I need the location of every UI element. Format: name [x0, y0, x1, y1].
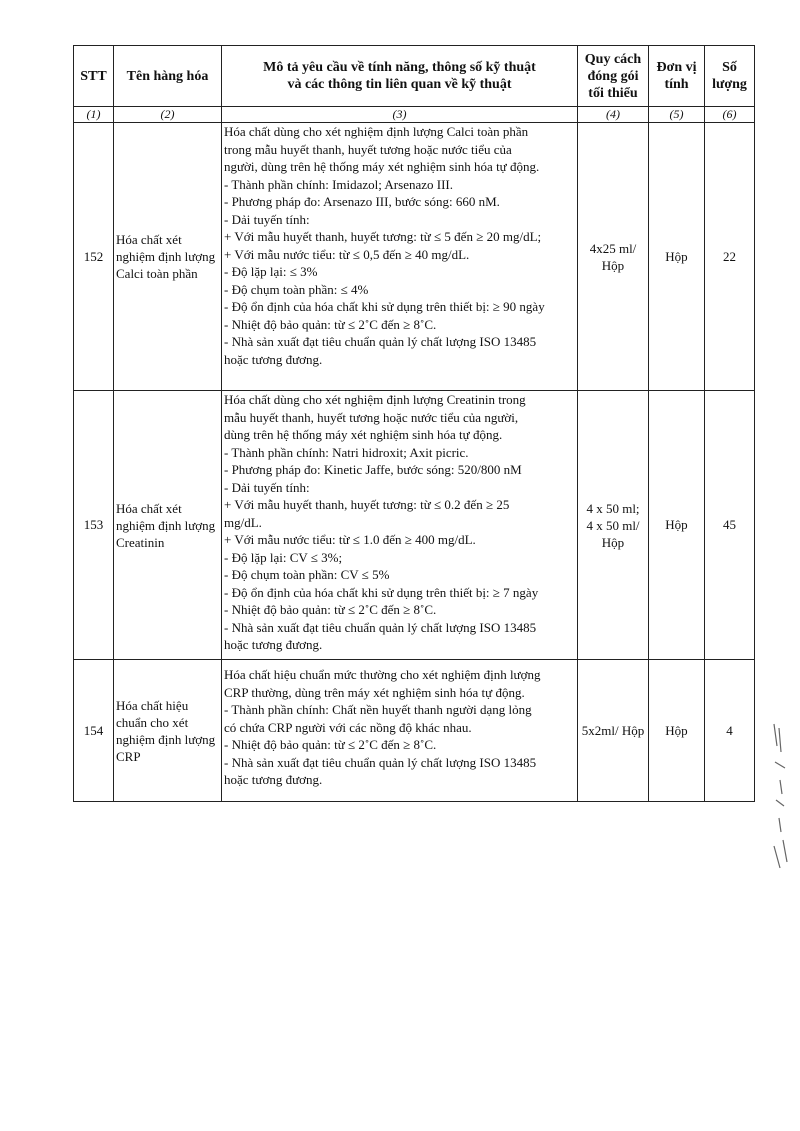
column-number: (1) — [74, 107, 114, 123]
row-description — [222, 123, 578, 391]
desc-line: - Nhà sản xuất đạt tiêu chuẩn quản lý chất lượng ISO 13485 — [224, 754, 537, 770]
desc-line: - Nhà sản xuất đạt tiêu chuẩn quản lý chất lượng ISO 13485 — [224, 334, 537, 349]
table-row — [74, 660, 755, 802]
desc-line: - Thành phần chính: Natri hidroxit; Axit picric. — [224, 444, 469, 460]
desc-line: - Độ ổn định của hóa chất khi sử dụng trên thiết bị: ≥ 90 ngày — [224, 299, 545, 314]
desc-line: - Nhà sản xuất đạt tiêu chuẩn quản lý chất lượng ISO 13485 — [224, 619, 537, 635]
row-name: Hóa chất xét nghiệm định lượng Calci toàn phần — [114, 123, 222, 391]
desc-line: người, dùng trên hệ thống máy xét nghiệm sinh hóa tự động. — [224, 159, 540, 174]
column-number: (2) — [114, 107, 222, 123]
row-stt: 152 — [74, 123, 114, 391]
spec-table — [73, 45, 755, 802]
row-pack — [578, 660, 649, 802]
desc-line: hoặc tương đương. — [224, 772, 323, 787]
desc-line: dùng trên hệ thống máy xét nghiệm sinh hóa tự động. — [224, 427, 503, 442]
column-number: (5) — [649, 107, 705, 123]
desc-line: - Phương pháp đo: Kinetic Jaffe, bước sóng: 520/800 nM — [224, 462, 522, 477]
desc-line: - Nhiệt độ bảo quản: từ ≤ 2˚C đến ≥ 8˚C. — [224, 602, 437, 617]
desc-line: - Phương pháp đo: Arsenazo III, bước sóng: 660 nM. — [224, 194, 500, 209]
row-quantity: 4 — [705, 660, 755, 802]
header-pack-line: đóng gói — [587, 68, 639, 84]
row-name: Hóa chất xét nghiệm định lượng Creatinin — [114, 391, 222, 660]
column-number: (4) — [578, 107, 649, 123]
desc-line: mg/dL. — [224, 514, 262, 530]
header-qty-line: lượng — [712, 77, 747, 92]
header-name: Tên hàng hóa — [114, 46, 222, 107]
header-qty-line: Số — [722, 60, 737, 75]
header-pack-line: Quy cách — [584, 51, 642, 67]
table-row — [74, 391, 755, 660]
row-quantity: 45 — [705, 391, 755, 660]
desc-line: + Với mẫu nước tiểu: từ ≤ 1.0 đến ≥ 400 mg/dL. — [224, 532, 476, 547]
row-stt: 154 — [74, 660, 114, 802]
row-description — [222, 660, 578, 802]
desc-line: - Dải tuyến tính: — [224, 211, 310, 227]
desc-line: - Nhiệt độ bảo quản: từ ≤ 2˚C đến ≥ 8˚C. — [224, 316, 437, 332]
desc-line: trong mẫu huyết thanh, huyết tương hoặc nước tiểu của — [224, 141, 512, 157]
desc-line: - Thành phần chính: Imidazol; Arsenazo III. — [224, 176, 453, 192]
pack-line: Hộp — [601, 257, 625, 273]
desc-line: + Với mẫu huyết thanh, huyết tương: từ ≤ 0.2 đến ≥ 25 — [224, 497, 510, 512]
desc-line: + Với mẫu nước tiểu: từ ≤ 0,5 đến ≥ 40 mg/dL. — [224, 246, 470, 262]
row-unit: Hộp — [649, 391, 705, 660]
header-desc — [222, 46, 578, 107]
desc-line: Hóa chất hiệu chuẩn mức thường cho xét nghiệm định lượng — [224, 667, 541, 682]
pack-line: Hộp — [601, 534, 625, 550]
margin-stamp-mark — [770, 722, 794, 872]
row-pack — [578, 123, 649, 391]
header-unit-line: tính — [664, 77, 689, 92]
header-desc-line: Mô tả yêu cầu về tính năng, thông số kỹ thuật — [263, 60, 536, 75]
header-unit — [649, 46, 705, 107]
desc-line: - Thành phần chính: Chất nền huyết thanh người dạng lỏng — [224, 702, 532, 717]
table-row — [74, 123, 755, 391]
header-stt: STT — [74, 46, 114, 107]
column-number: (3) — [222, 107, 578, 123]
desc-line: Hóa chất dùng cho xét nghiệm định lượng Creatinin trong — [224, 392, 526, 407]
desc-line: Hóa chất dùng cho xét nghiệm định lượng Calci toàn phần — [224, 124, 529, 139]
header-desc-line: và các thông tin liên quan về kỹ thuật — [287, 77, 512, 92]
desc-line: mẫu huyết thanh, huyết tương hoặc nước tiểu của người, — [224, 409, 519, 425]
row-quantity: 22 — [705, 123, 755, 391]
desc-line: - Độ lặp lại: CV ≤ 3%; — [224, 549, 343, 565]
row-pack — [578, 391, 649, 660]
header-row — [74, 46, 755, 107]
row-name: Hóa chất hiệu chuẩn cho xét nghiệm định lượng CRP — [114, 660, 222, 802]
desc-line: có chứa CRP người với các nồng độ khác nhau. — [224, 719, 472, 735]
row-stt: 153 — [74, 391, 114, 660]
desc-line: - Độ chụm toàn phần: CV ≤ 5% — [224, 567, 390, 582]
desc-line: - Độ ổn định của hóa chất khi sử dụng trên thiết bị: ≥ 7 ngày — [224, 584, 539, 600]
desc-line: - Độ chụm toàn phần: ≤ 4% — [224, 281, 369, 297]
pack-line: 4 x 50 ml/ — [586, 517, 640, 533]
header-pack — [578, 46, 649, 107]
header-unit-line: Đơn vị — [656, 60, 697, 75]
desc-line: - Độ lặp lại: ≤ 3% — [224, 264, 318, 279]
desc-line: + Với mẫu huyết thanh, huyết tương: từ ≤ 5 đến ≥ 20 mg/dL; — [224, 229, 542, 244]
pack-line: 4x25 ml/ — [589, 240, 637, 256]
desc-line: hoặc tương đương. — [224, 351, 323, 367]
desc-line: - Dải tuyến tính: — [224, 479, 310, 495]
row-unit: Hộp — [649, 660, 705, 802]
pack-line: 4 x 50 ml; — [586, 500, 640, 516]
desc-line: - Nhiệt độ bảo quản: từ ≤ 2˚C đến ≥ 8˚C. — [224, 737, 437, 752]
row-unit: Hộp — [649, 123, 705, 391]
column-number-row — [74, 107, 755, 123]
desc-line: hoặc tương đương. — [224, 637, 323, 652]
desc-line: CRP thường, dùng trên máy xét nghiệm sinh hóa tự động. — [224, 684, 525, 700]
header-pack-line: tối thiểu — [588, 85, 638, 101]
column-number: (6) — [705, 107, 755, 123]
pack-line: 5x2ml/ Hộp — [581, 723, 645, 738]
row-description — [222, 391, 578, 660]
header-qty — [705, 46, 755, 107]
